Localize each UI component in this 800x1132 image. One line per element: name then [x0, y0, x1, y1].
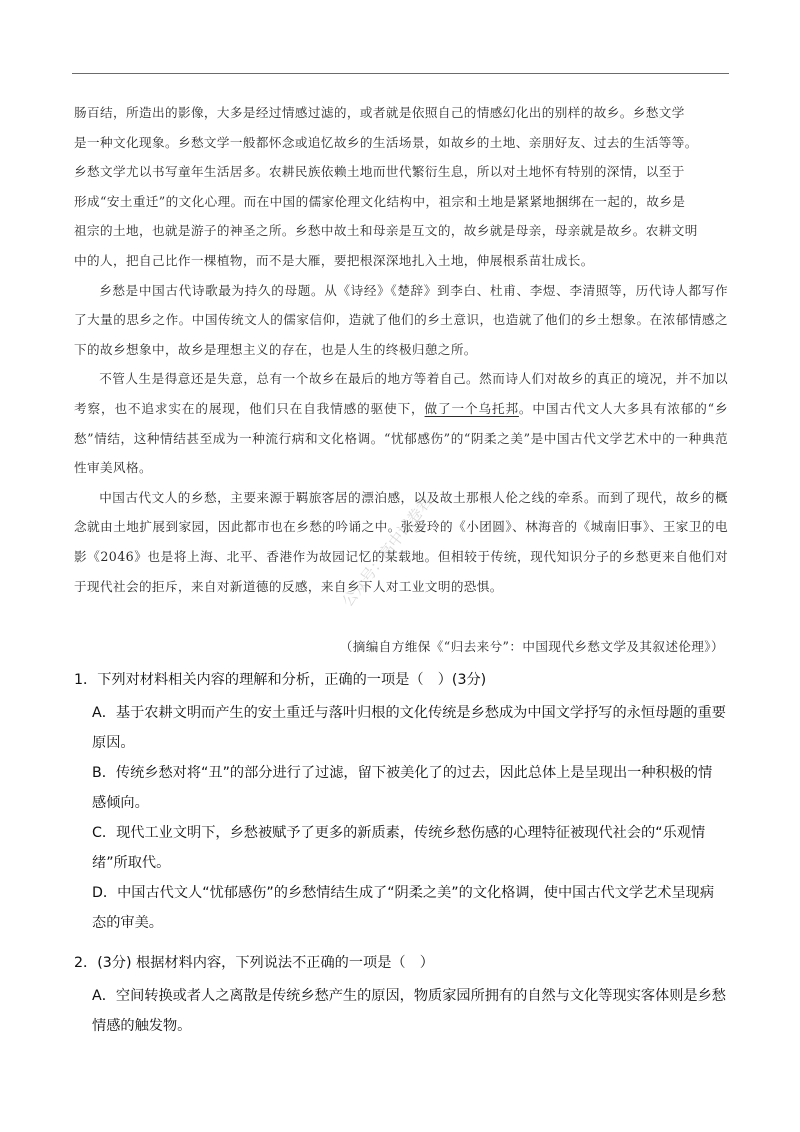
question-1-option-c[interactable]: C．现代工业文明下，乡愁被赋予了更多的新质素，传统乡愁伤感的心理特征被现代社会的“乐观情绪”所取代。: [92, 825, 706, 871]
passage-paragraph-3: [74, 364, 728, 482]
passage-line: 形成“安土重迁”的文化心理。而在中国的儒家伦理文化结构中，祖宗和土地是紧紧地捆绑在一起的，故乡是: [74, 193, 686, 209]
question-1-option-d[interactable]: D．中国古代文人“忧郁感伤”的乡愁情结生成了“阴柔之美”的文化格调，使中国古代文学艺术呈现病态的审美。: [92, 885, 715, 931]
passage-paragraph-2: 乡愁是中国古代诗歌最为持久的母题。从《诗经》《楚辞》到李白、杜甫、李煜、李清照等，历代诗人都写作了大量的思乡之作。中国传统文人的儒家信仰，造就了他们的乡土意识，也造就了他们的乡土想象。在浓郁情感之下的故乡想象中，故乡是理想主义的存在，也是人生的终极归憩之所。: [74, 282, 728, 357]
passage-line: 祖宗的土地，也就是游子的神圣之所。乡愁中故土和母亲是互文的，故乡就是母亲，母亲就是故乡。农耕文明: [74, 223, 698, 239]
question-1-option-a[interactable]: A．基于农耕文明而产生的安土重迁与落叶归根的文化传统是乡愁成为中国文学抒写的永恒母题的重要原因。: [92, 705, 726, 751]
watermark-text: 公众号：高中试卷君: [338, 492, 436, 611]
question-1-stem: 1．下列对材料相关内容的理解和分析，正确的一项是（ ）(3分): [74, 672, 487, 688]
passage-paragraph-4: 中国古代文人的乡愁，主要来源于羁旅客居的漂泊感，以及故土那根人伦之线的牵系。而到了现代，故乡的概念就由土地扩展到家园，因此都市也在乡愁的吟诵之中。张爱玲的《小团圆》、林海音的《城南旧事》、王家卫的电影《2046》也是将上海、北平、香港作为故园记忆的某载地。但相较于传统，现代知识分子的乡愁更来自他们对于现代社会的拒斥，来自对新道德的反感，来自乡下人对工业文明的恐惧。: [74, 489, 728, 594]
header-rule: [72, 73, 729, 74]
passage-line: 是一种文化现象。乡愁文学一般都怀念或追忆故乡的生活场景，如故乡的土地、亲朋好友、过去的生活等等。: [74, 134, 698, 150]
p3-text-b: 。中国古代文人大多具有浓郁的“乡愁”情结，这种情结甚至成为一种流行病和文化格调。“忧郁感伤”的“阴柔之美”是中国古代文学艺术中的一种典范性审美风格。: [74, 400, 728, 476]
underlined-phrase: 做了一个乌托邦: [424, 400, 519, 416]
question-2-option-a[interactable]: A．空间转换或者人之离散是传统乡愁产生的原因，物质家园所拥有的自然与文化等现实客体则是乡愁情感的触发物。: [92, 988, 726, 1034]
question-2-stem: 2．(3分) 根据材料内容，下列说法不正确的一项是（ ）: [74, 955, 434, 971]
source-citation: （摘编自方维保《“归去来兮”：中国现代乡愁文学及其叙述伦理》）: [339, 639, 724, 654]
p3-text-a: 不管人生是得意还是失意，总有一个故乡在最后的地方等着自己。然而诗人们对故乡的真正的境况，并不加以考察，也不追求实在的展现，他们只在自我情感的驱使下，: [74, 371, 728, 416]
passage-line: 肠百结，所造出的影像，大多是经过情感过滤的，或者就是依照自己的情感幻化出的别样的故乡。乡愁文学: [74, 105, 685, 120]
passage-line: 乡愁文学尤以书写童年生活居多。农耕民族依赖土地而世代繁衍生息，所以对土地怀有特别的深情，以至于: [74, 164, 685, 180]
question-1: [74, 668, 734, 938]
reading-passage: [74, 98, 728, 601]
passage-line: 中的人，把自己比作一棵植物，而不是大雁，要把根深深地扎入土地，伸展根系苗壮成长。: [74, 252, 594, 268]
question-2: [74, 951, 734, 1041]
question-1-option-b[interactable]: B．传统乡愁对将“丑”的部分进行了过滤，留下被美化了的过去，因此总体上是呈现出一种积极的情感倾向。: [92, 765, 713, 811]
